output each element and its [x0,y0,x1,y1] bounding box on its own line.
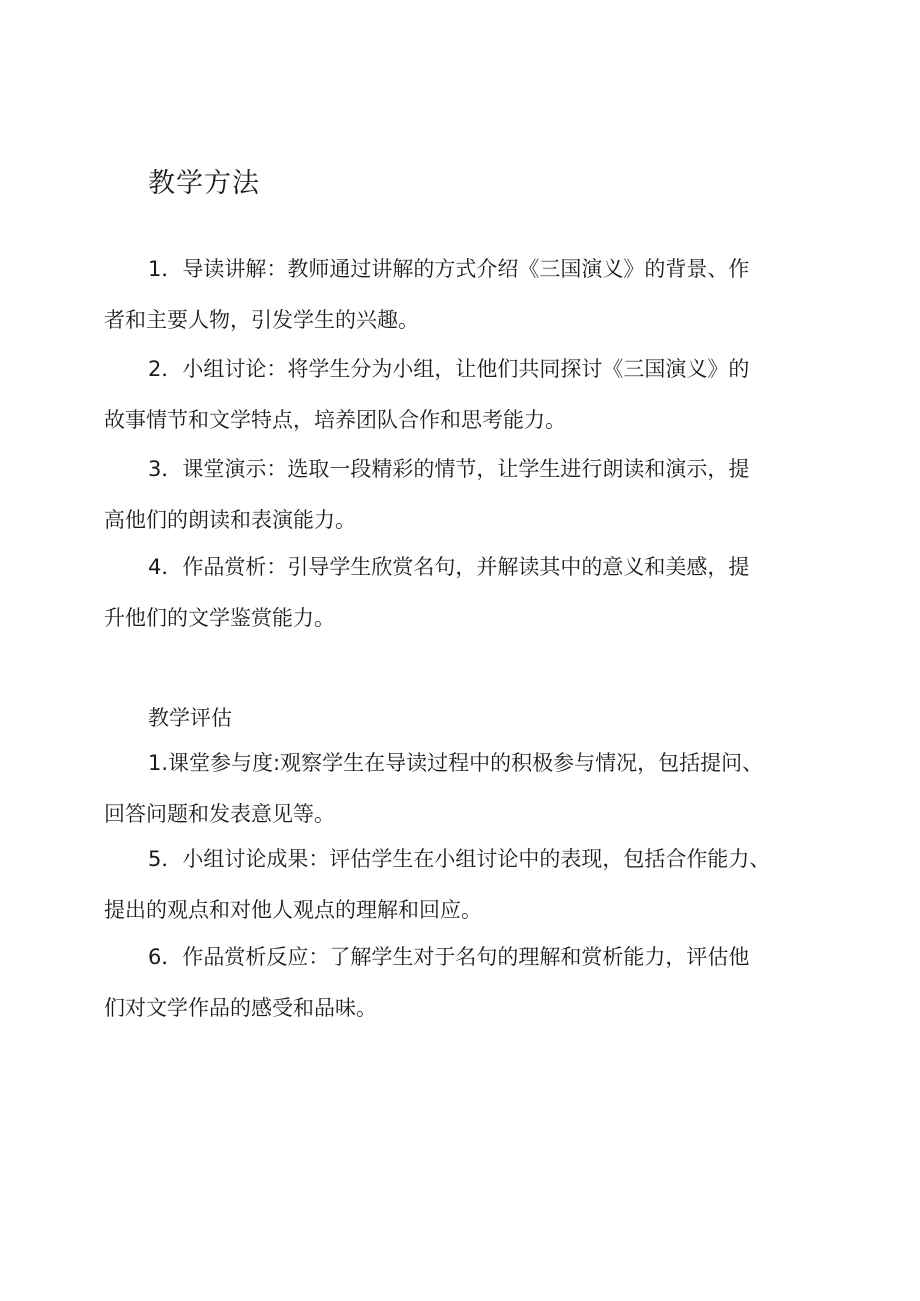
method-item-4-line-2: 升他们的文学鉴赏能力。 [104,606,335,630]
evaluation-item-2-line-2: 提出的观点和对他人观点的理解和回应。 [104,898,482,922]
method-item-2-line-1: 2．小组讨论：将学生分为小组，让他们共同探讨《三国演义》的 [148,357,750,381]
method-item-1-line-2: 者和主要人物，引发学生的兴趣。 [104,308,419,332]
evaluation-item-2-line-1: 5．小组讨论成果：评估学生在小组讨论中的表现，包括合作能力、 [148,847,771,871]
method-item-3-line-2: 高他们的朗读和表演能力。 [104,508,356,532]
methods-heading: 教学方法 [148,168,260,199]
method-item-1-line-1: 1．导读讲解：教师通过讲解的方式介绍《三国演义》的背景、作 [148,257,750,281]
evaluation-item-3-line-2: 们对文学作品的感受和品味。 [104,996,377,1020]
evaluation-heading: 教学评估 [148,706,232,730]
evaluation-item-1-line-1: 1.课堂参与度:观察学生在导读过程中的积极参与情况，包括提问、 [148,751,764,775]
method-item-3-line-1: 3．课堂演示：选取一段精彩的情节，让学生进行朗读和演示，提 [148,457,750,481]
method-item-4-line-1: 4．作品赏析：引导学生欣赏名句，并解读其中的意义和美感，提 [148,555,750,579]
evaluation-item-3-line-1: 6．作品赏析反应：了解学生对于名句的理解和赏析能力，评估他 [148,945,750,969]
method-item-2-line-2: 故事情节和文学特点，培养团队合作和思考能力。 [104,408,566,432]
evaluation-item-1-line-2: 回答问题和发表意见等。 [104,802,335,826]
